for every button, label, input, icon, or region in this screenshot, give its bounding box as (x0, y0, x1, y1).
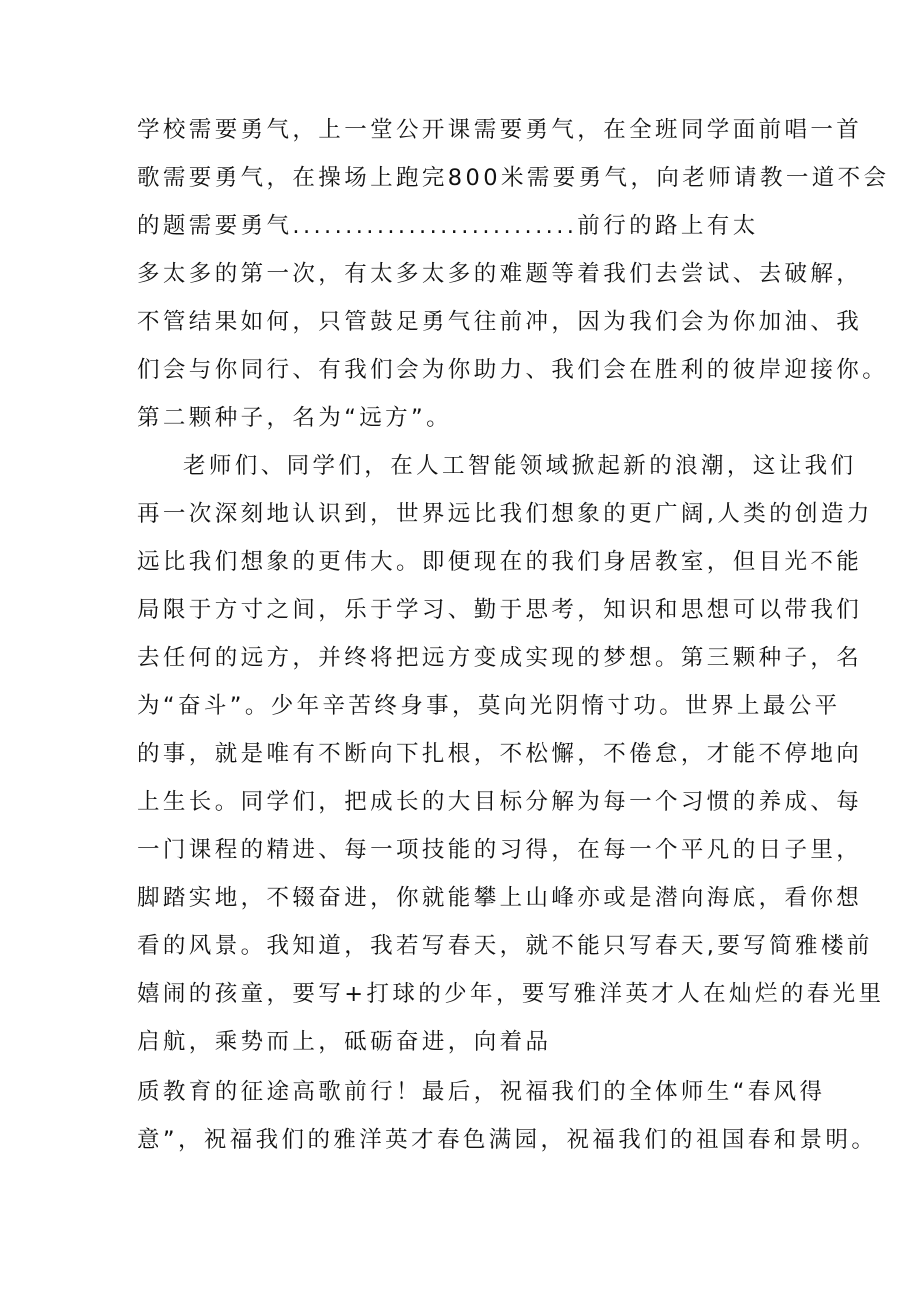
text-line: 去任何的远方，并终将把远方变成实现的梦想。第三颗种子，名 (137, 645, 863, 671)
text-line: 多太多的第一次，有太多太多的难题等着我们去尝试、去破解， (137, 261, 863, 287)
text-line: 一门课程的精进、每一项技能的习得，在每一个平凡的日子里， (137, 837, 863, 863)
text-line: 启航，乘势而上，砥砺奋进，向着品 (137, 1029, 552, 1055)
text-line: 们会与你同行、有我们会为你助力、我们会在胜利的彼岸迎接你。 (137, 357, 889, 383)
text-line: 局限于方寸之间，乐于学习、勤于思考，知识和思想可以带我们 (137, 597, 863, 623)
text-line: 意”，祝福我们的雅洋英才春色满园，祝福我们的祖国春和景明。 (137, 1127, 878, 1153)
text-line: 为“奋斗”。少年辛苦终身事，莫向光阴惰寸功。世界上最公平 (137, 693, 841, 719)
text-line: 质教育的征途高歌前行！最后，祝福我们的全体师生“春风得 (137, 1079, 826, 1105)
text-line: 的题需要勇气...........................前行的路上有太 (137, 213, 759, 239)
text-line: 第二颗种子，名为“远方”。 (137, 405, 453, 431)
text-line: 不管结果如何，只管鼓足勇气往前冲，因为我们会为你加油、我 (137, 309, 863, 335)
text-line: 上生长。同学们，把成长的大目标分解为每一个习惯的养成、每 (137, 789, 863, 815)
text-line: 歌需要勇气，在操场上跑完800米需要勇气，向老师请教一道不会 (137, 165, 890, 191)
text-line: 脚踏实地，不辍奋进，你就能攀上山峰亦或是潜向海底，看你想 (137, 885, 863, 911)
text-line: 学校需要勇气，上一堂公开课需要勇气，在全班同学面前唱一首 (137, 117, 863, 143)
text-line: 的事，就是唯有不断向下扎根，不松懈，不倦怠，才能不停地向 (137, 741, 863, 767)
text-line: 嬉闹的孩童，要写+打球的少年，要写雅洋英才人在灿烂的春光里 (137, 981, 885, 1007)
text-line: 再一次深刻地认识到，世界远比我们想象的更广阔,人类的创造力 (137, 501, 873, 527)
text-line: 远比我们想象的更伟大。即便现在的我们身居教室，但目光不能 (137, 549, 863, 575)
paragraph-first-line: 老师们、同学们，在人工智能领域掀起新的浪潮，这让我们 (183, 453, 857, 479)
text-line: 看的风景。我知道，我若写春天，就不能只写春天,要写简雅楼前 (137, 933, 873, 959)
